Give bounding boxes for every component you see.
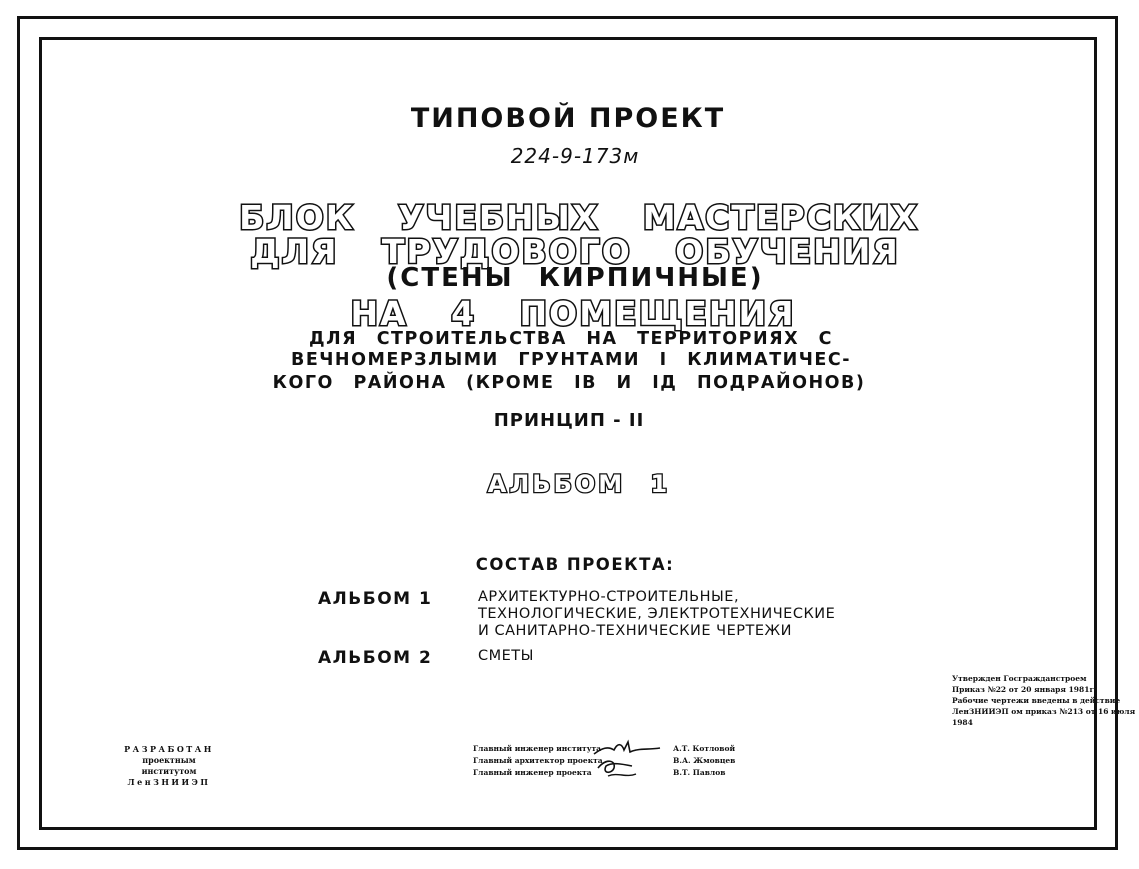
title-line-1: БЛОК УЧЕБНЫХ МАСТЕРСКИХ — [239, 198, 919, 237]
composition-item — [318, 648, 534, 668]
principle-label: ПРИНЦИП - II — [493, 410, 645, 431]
developer-line: ЛенЗНИИЭП — [127, 777, 211, 787]
album-description — [478, 648, 534, 668]
title-line-3: (СТЕНЫ КИРПИЧНЫЕ) — [386, 263, 764, 293]
signature-role: Главный архитектор проекта — [473, 756, 603, 765]
title-line-4: НА 4 ПОМЕЩЕНИЯ — [350, 294, 796, 333]
approval-line: Утвержден Госгражданстроем — [952, 674, 1087, 683]
developer-line: проектным институтом — [141, 755, 197, 776]
album-description — [478, 589, 835, 640]
album-label: АЛЬБОМ 2 — [318, 648, 433, 668]
description-line: И САНИТАРНО-ТЕХНИЧЕСКИЕ ЧЕРТЕЖИ — [478, 623, 792, 639]
description-line: ТЕХНОЛОГИЧЕСКИЕ, ЭЛЕКТРОТЕХНИЧЕСКИЕ — [478, 606, 836, 622]
description-line: АРХИТЕКТУРНО-СТРОИТЕЛЬНЫЕ, — [478, 589, 740, 605]
description-line: СМЕТЫ — [478, 648, 534, 664]
signature-role: Главный инженер института — [473, 744, 602, 753]
signature-name: А.Т. Котловой — [673, 744, 736, 753]
signature-roles — [473, 743, 603, 779]
project-number: 224-9-173м — [510, 144, 640, 168]
approval-line: Приказ №22 от 20 января 1981г. — [952, 685, 1097, 694]
title-line-2: ДЛЯ ТРУДОВОГО ОБУЧЕНИЯ — [250, 232, 900, 271]
approval-line: ЛенЗНИИЭП ом приказ №213 от 16 июля 1984 — [952, 707, 1136, 727]
signature-name: В.Т. Павлов — [673, 768, 726, 777]
approval-stamp — [952, 673, 1139, 728]
composition-heading: СОСТАВ ПРОЕКТА: — [475, 555, 675, 574]
handwritten-signatures — [588, 738, 668, 780]
subtitle-line-1: ДЛЯ СТРОИТЕЛЬСТВА НА ТЕРРИТОРИЯХ С — [309, 329, 833, 349]
approval-line: Рабочие чертежи введены в действие — [952, 696, 1121, 705]
album-label: АЛЬБОМ 1 — [318, 589, 433, 609]
signature-name: В.А. Жмовцев — [673, 756, 736, 765]
subtitle-line-2: ВЕЧНОМЕРЗЛЫМИ ГРУНТАМИ I КЛИМАТИЧЕС- — [291, 350, 851, 370]
subtitle-line-3: КОГО РАЙОНА (КРОМЕ IВ И IД ПОДРАЙОНОВ) — [272, 373, 866, 393]
developer-line: РАЗРАБОТАН — [124, 744, 214, 754]
project-series: ТИПОВОЙ ПРОЕКТ — [410, 103, 726, 134]
signature-names — [673, 743, 735, 779]
composition-item — [318, 589, 835, 640]
album-title: АЛЬБОМ 1 — [487, 470, 671, 498]
signature-role: Главный инженер проекта — [473, 768, 592, 777]
developer-block — [114, 744, 224, 788]
